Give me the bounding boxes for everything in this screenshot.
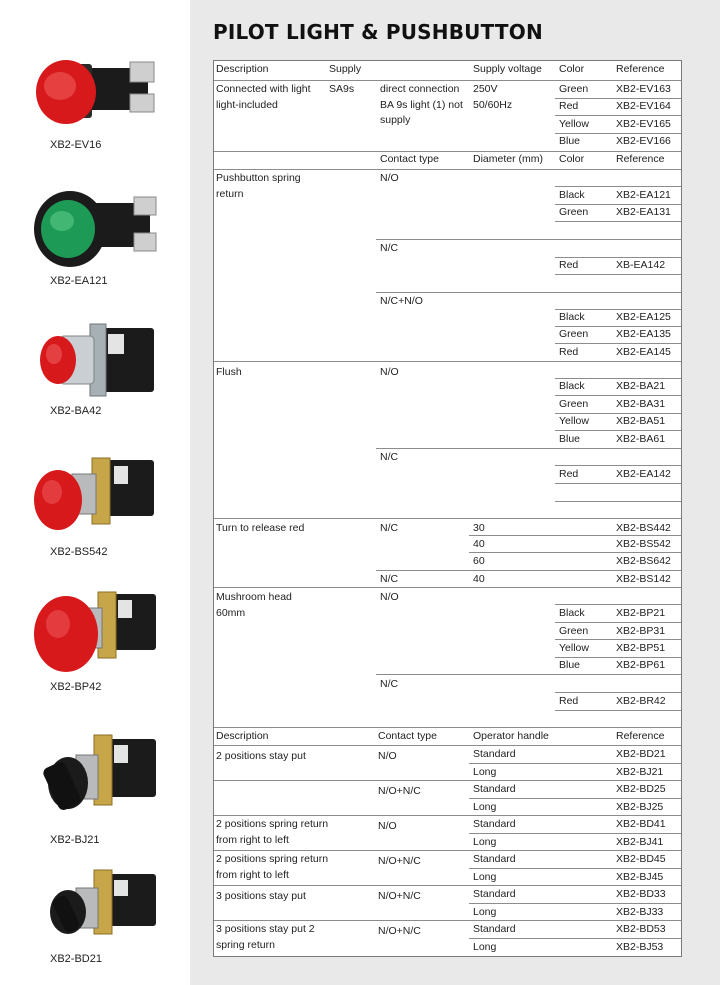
spec-table (213, 60, 682, 957)
color-cell: Blue (559, 659, 581, 671)
row-divider (214, 727, 681, 728)
row-divider (555, 604, 681, 605)
description-cell: Pushbutton spring return (216, 172, 301, 200)
header-contact-type: Contact type (380, 153, 439, 165)
pushbutton-green-image (30, 183, 160, 273)
color-cell: Red (559, 346, 579, 358)
header-description: Description (216, 63, 269, 75)
contact-type-cell: N/O (380, 366, 399, 378)
color-cell: Yellow (559, 642, 589, 654)
row-divider (555, 465, 681, 466)
description-cell: 3 positions stay put (216, 890, 306, 902)
row-divider (214, 361, 681, 362)
color-cell: Red (559, 100, 579, 112)
selector-switch-long-image (30, 733, 160, 829)
contact-type-cell: N/C (380, 451, 399, 463)
reference-cell: XB2-BS442 (616, 522, 671, 534)
header-supply: Supply (329, 63, 362, 75)
row-divider (214, 780, 681, 781)
reference-cell: XB2-EA145 (616, 346, 671, 358)
contact-type-cell: N/C (380, 242, 399, 254)
header-contact-type: Contact type (378, 730, 437, 742)
reference-cell: XB2-BD41 (616, 818, 666, 830)
contact-type-cell: N/O+N/C (378, 890, 421, 902)
header-color: Color (559, 153, 585, 165)
operator-handle-cell: Standard (473, 888, 516, 900)
color-cell: Green (559, 328, 589, 340)
reference-cell: XB2-EV166 (616, 135, 671, 147)
product-code-label: XB2-BS542 (50, 546, 108, 558)
row-divider (555, 395, 681, 396)
reference-cell: XB2-EA142 (616, 468, 671, 480)
supply-cell: SA9s (329, 83, 355, 95)
reference-cell: XB2-BP21 (616, 607, 666, 619)
description-cell: 2 positions spring return from right to left (216, 853, 329, 881)
contact-type-cell: N/O+N/C (378, 785, 421, 797)
row-divider (555, 692, 681, 693)
row-divider (376, 292, 681, 293)
reference-cell: XB2-BS542 (616, 538, 671, 550)
turn-to-release-red-image (30, 454, 160, 538)
reference-cell: XB2-BP51 (616, 642, 666, 654)
contact-type-cell: N/O (378, 750, 397, 762)
operator-handle-cell: Long (473, 836, 497, 848)
color-cell: Yellow (559, 415, 589, 427)
contact-type-cell: N/O (380, 172, 399, 184)
row-divider (469, 903, 681, 904)
color-cell: Green (559, 206, 589, 218)
reference-cell: XB2-BR42 (616, 695, 666, 707)
selector-switch-standard-image (30, 868, 160, 950)
row-divider (469, 763, 681, 764)
color-cell: Blue (559, 433, 581, 445)
pushbutton-flush-red-image (30, 318, 160, 403)
reference-cell: XB2-EA135 (616, 328, 671, 340)
color-cell: Yellow (559, 118, 589, 130)
operator-handle-cell: Standard (473, 923, 516, 935)
color-cell: Black (559, 380, 585, 392)
diameter-cell: 60 (473, 555, 485, 567)
row-divider (555, 622, 681, 623)
row-divider (214, 80, 681, 81)
diameter-cell: 30 (473, 522, 485, 534)
row-divider (376, 448, 681, 449)
contact-type-cell: N/C+N/O (380, 295, 423, 307)
contact-type-cell: N/O+N/C (378, 925, 421, 937)
row-divider (214, 587, 681, 588)
mushroom-head-red-image (30, 588, 160, 678)
reference-cell: XB2-BP31 (616, 625, 666, 637)
row-divider (555, 343, 681, 344)
diameter-cell: 40 (473, 538, 485, 550)
supply-note-cell: direct connection BA 9s light (1) not supply (380, 83, 463, 126)
row-divider (555, 115, 681, 116)
operator-handle-cell: Long (473, 871, 497, 883)
product-code-label: XB2-EA121 (50, 275, 108, 287)
description-cell: Turn to release red (216, 522, 305, 534)
product-image-column (0, 0, 190, 985)
row-divider (555, 186, 681, 187)
row-divider (469, 552, 681, 553)
description-cell: 2 positions spring return from right to left (216, 818, 329, 846)
row-divider (555, 501, 681, 502)
product-code-label: XB2-BJ21 (50, 834, 100, 846)
description-cell: Connected with light light-included (216, 83, 311, 111)
contact-type-cell: N/C (380, 522, 399, 534)
reference-cell: XB2-BA21 (616, 380, 666, 392)
diameter-cell: 40 (473, 573, 485, 585)
reference-cell: XB2-EA121 (616, 189, 671, 201)
contact-type-cell: N/C (380, 678, 399, 690)
row-divider (555, 710, 681, 711)
row-divider (214, 815, 681, 816)
color-cell: Black (559, 607, 585, 619)
row-divider (214, 745, 681, 746)
description-cell: Mushroom head 60mm (216, 591, 292, 619)
header-supply-voltage: Supply voltage (473, 63, 542, 75)
contact-type-cell: N/O (378, 820, 397, 832)
operator-handle-cell: Standard (473, 748, 516, 760)
supply-voltage-cell: 250V 50/60Hz (473, 83, 513, 111)
color-cell: Blue (559, 135, 581, 147)
header-color: Color (559, 63, 585, 75)
reference-cell: XB2-BJ21 (616, 766, 664, 778)
product-code-label: XB2-BA42 (50, 405, 102, 417)
row-divider (555, 639, 681, 640)
row-divider (469, 868, 681, 869)
color-cell: Red (559, 468, 579, 480)
row-divider (469, 938, 681, 939)
header-operator-handle: Operator handle (473, 730, 549, 742)
description-cell: 2 positions stay put (216, 750, 306, 762)
reference-cell: XB2-EV163 (616, 83, 671, 95)
reference-cell: XB2-BA61 (616, 433, 666, 445)
reference-cell: XB2-BS642 (616, 555, 671, 567)
contact-type-cell: N/C (380, 573, 399, 585)
product-code-label: XB2-EV16 (50, 139, 102, 151)
header-reference: Reference (616, 730, 665, 742)
reference-cell: XB2-BP61 (616, 659, 666, 671)
row-divider (376, 674, 681, 675)
reference-cell: XB2-BJ33 (616, 906, 664, 918)
description-cell: 3 positions stay put 2 spring return (216, 923, 315, 951)
row-divider (214, 518, 681, 519)
page-title: PILOT LIGHT & PUSHBUTTON (213, 20, 543, 44)
header-diameter: Diameter (mm) (473, 153, 543, 165)
reference-cell: XB2-BD21 (616, 748, 666, 760)
color-cell: Green (559, 83, 589, 95)
row-divider (214, 850, 681, 851)
row-divider (214, 885, 681, 886)
operator-handle-cell: Long (473, 766, 497, 778)
reference-cell: XB2-BJ25 (616, 801, 664, 813)
operator-handle-cell: Long (473, 801, 497, 813)
color-cell: Green (559, 625, 589, 637)
row-divider (555, 221, 681, 222)
product-code-label: XB2-BD21 (50, 953, 102, 965)
reference-cell: XB-EA142 (616, 259, 666, 271)
contact-type-cell: N/O+N/C (378, 855, 421, 867)
row-divider (555, 274, 681, 275)
reference-cell: XB2-BD25 (616, 783, 666, 795)
reference-cell: XB2-BA31 (616, 398, 666, 410)
reference-cell: XB2-EV165 (616, 118, 671, 130)
reference-cell: XB2-BJ45 (616, 871, 664, 883)
reference-cell: XB2-EA125 (616, 311, 671, 323)
reference-cell: XB2-BS142 (616, 573, 671, 585)
operator-handle-cell: Long (473, 906, 497, 918)
reference-cell: XB2-EA131 (616, 206, 671, 218)
contact-type-cell: N/O (380, 591, 399, 603)
reference-cell: XB2-BD53 (616, 923, 666, 935)
header-reference: Reference (616, 63, 665, 75)
row-divider (376, 239, 681, 240)
operator-handle-cell: Long (473, 941, 497, 953)
header-description: Description (216, 730, 269, 742)
color-cell: Green (559, 398, 589, 410)
row-divider (214, 920, 681, 921)
color-cell: Red (559, 259, 579, 271)
row-divider (214, 169, 681, 170)
operator-handle-cell: Standard (473, 818, 516, 830)
header-reference: Reference (616, 153, 665, 165)
row-divider (555, 430, 681, 431)
reference-cell: XB2-EV164 (616, 100, 671, 112)
row-divider (376, 570, 681, 571)
operator-handle-cell: Standard (473, 783, 516, 795)
operator-handle-cell: Standard (473, 853, 516, 865)
row-divider (555, 483, 681, 484)
description-cell: Flush (216, 366, 242, 378)
color-cell: Black (559, 189, 585, 201)
color-cell: Red (559, 695, 579, 707)
reference-cell: XB2-BA51 (616, 415, 666, 427)
row-divider (214, 151, 681, 152)
reference-cell: XB2-BD45 (616, 853, 666, 865)
pilot-light-red-image (30, 48, 160, 136)
row-divider (469, 535, 681, 536)
reference-cell: XB2-BJ53 (616, 941, 664, 953)
reference-cell: XB2-BD33 (616, 888, 666, 900)
product-code-label: XB2-BP42 (50, 681, 102, 693)
reference-cell: XB2-BJ41 (616, 836, 664, 848)
row-divider (469, 833, 681, 834)
row-divider (469, 798, 681, 799)
color-cell: Black (559, 311, 585, 323)
